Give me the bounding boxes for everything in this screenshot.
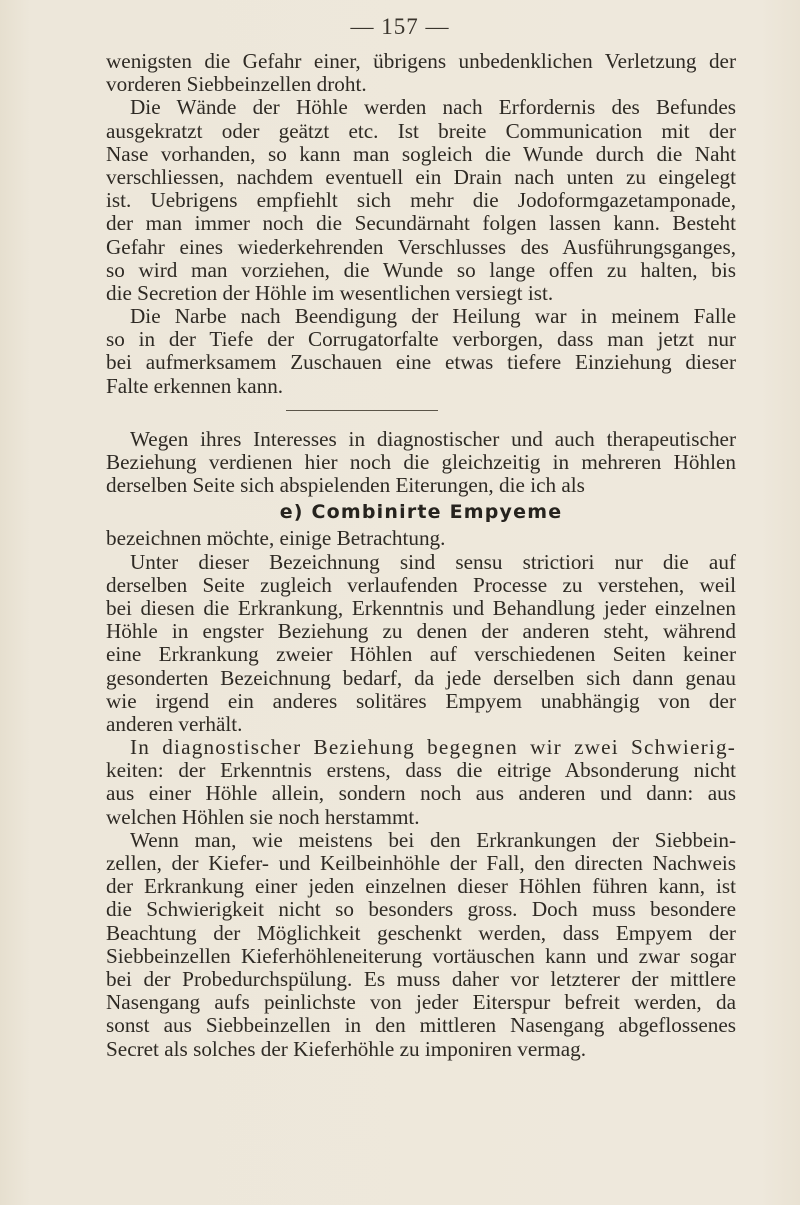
text-line: gesonderten Bezeichnung bedarf, da jede derselben sich dann genau bbox=[106, 665, 736, 690]
text-line: ist. Uebrigens empfiehlt sich mehr die Jodoformgazetamponade, bbox=[106, 188, 736, 213]
text-line: der Erkrankung einer jeden einzelnen dieser Höhlen führen kann, ist bbox=[106, 874, 736, 899]
section-divider bbox=[106, 398, 736, 428]
text-line: Wegen ihres Interesses in diagnostischer und auch therapeutischer bbox=[130, 426, 736, 451]
text-line: die Schwierigkeit nicht so besonders gross. Doch muss besondere bbox=[106, 897, 736, 922]
text-line: Unter dieser Bezeichnung sind sensu strictiori nur die auf bbox=[130, 549, 736, 574]
text-line: Gefahr eines wiederkehrenden Verschlusses des Ausführungsganges, bbox=[106, 234, 736, 259]
text-line: der man immer noch die Secundärnaht folgen lassen kann. Besteht bbox=[106, 211, 736, 236]
text-line: bei der Probedurchspülung. Es muss daher vor letzterer der mittlere bbox=[106, 966, 736, 991]
text-line: bei diesen die Erkrankung, Erkenntnis und Behandlung jeder einzelnen bbox=[106, 595, 736, 620]
text-line: welchen Höhlen sie noch herstammt. bbox=[106, 804, 420, 829]
text-line: Wenn man, wie meistens bei den Erkrankungen der Siebbein- bbox=[130, 827, 736, 852]
text-line: Siebbeinzellen Kieferhöhleneiterung vortäuschen kann und zwar sogar bbox=[106, 943, 736, 968]
text-line: Die Wände der Höhle werden nach Erfordernis des Befundes bbox=[130, 95, 736, 120]
text-line: verschliessen, nachdem eventuell ein Drain nach unten zu eingelegt bbox=[106, 164, 736, 189]
text-line: aus einer Höhle allein, sondern noch aus anderen und dann: aus bbox=[106, 781, 736, 806]
text-line: keiten: der Erkenntnis erstens, dass die eitrige Absonderung nicht bbox=[106, 758, 736, 783]
page-text bbox=[106, 50, 736, 1061]
text-line: bei aufmerksamem Zuschauen eine etwas tiefere Einziehung dieser bbox=[106, 350, 736, 375]
text-line: wenigsten die Gefahr einer, übrigens unbedenklichen Verletzung der bbox=[106, 49, 736, 73]
text-line: Nasengang aufs peinlichste von jeder Eiterspur befreit werden, da bbox=[106, 990, 736, 1015]
text-line: derselben Seite zugleich verlaufenden Processe zu verstehen, weil bbox=[106, 572, 736, 597]
text-line: anderen verhält. bbox=[106, 711, 243, 736]
text-line: In diagnostischer Beziehung begegnen wir zwei Schwierig- bbox=[130, 735, 736, 760]
text-line: Die Narbe nach Beendigung der Heilung war in meinem Falle bbox=[130, 304, 736, 329]
text-line: so in der Tiefe der Corrugatorfalte verborgen, dass man jetzt nur bbox=[106, 327, 736, 352]
text-line: bezeichnen möchte, einige Betrachtung. bbox=[106, 526, 446, 551]
section-heading: e) Combinirte Empyeme bbox=[279, 501, 563, 524]
page-number: — 157 — bbox=[350, 14, 450, 39]
text-line: eine Erkrankung zweier Höhlen auf verschiedenen Seiten keiner bbox=[106, 642, 736, 667]
text-line: wie irgend ein anderes solitäres Empyem unabhängig von der bbox=[106, 688, 736, 713]
text-line: so wird man vorziehen, die Wunde so lange offen zu halten, bis bbox=[106, 257, 736, 282]
text-line: Höhle in engster Beziehung zu denen der anderen steht, während bbox=[106, 619, 736, 644]
text-line: ausgekratzt oder geätzt etc. Ist breite Communication mit der bbox=[106, 118, 736, 143]
text-line: Secret als solches der Kieferhöhle zu imponiren vermag. bbox=[106, 1036, 587, 1061]
text-line: Beziehung verdienen hier noch die gleichzeitig in mehreren Höhlen bbox=[106, 450, 736, 474]
text-line: sonst aus Siebbeinzellen in den mittleren Nasengang abgeflossenes bbox=[106, 1013, 736, 1038]
text-line: derselben Seite sich abspielenden Eiterungen, die ich als bbox=[106, 473, 585, 498]
text-line: die Secretion der Höhle im wesentlichen versiegt ist. bbox=[106, 280, 554, 305]
text-line: Falte erkennen kann. bbox=[106, 373, 284, 398]
text-line: vorderen Siebbeinzellen droht. bbox=[106, 72, 367, 97]
text-line: zellen, der Kiefer- und Keilbeinhöhle der Fall, den directen Nachweis bbox=[106, 851, 736, 875]
divider-line bbox=[286, 410, 438, 411]
text-line: Nase vorhanden, so kann man sogleich die Wunde durch die Naht bbox=[106, 141, 736, 166]
text-line: Beachtung der Möglichkeit geschenkt werden, dass Empyem der bbox=[106, 920, 736, 945]
